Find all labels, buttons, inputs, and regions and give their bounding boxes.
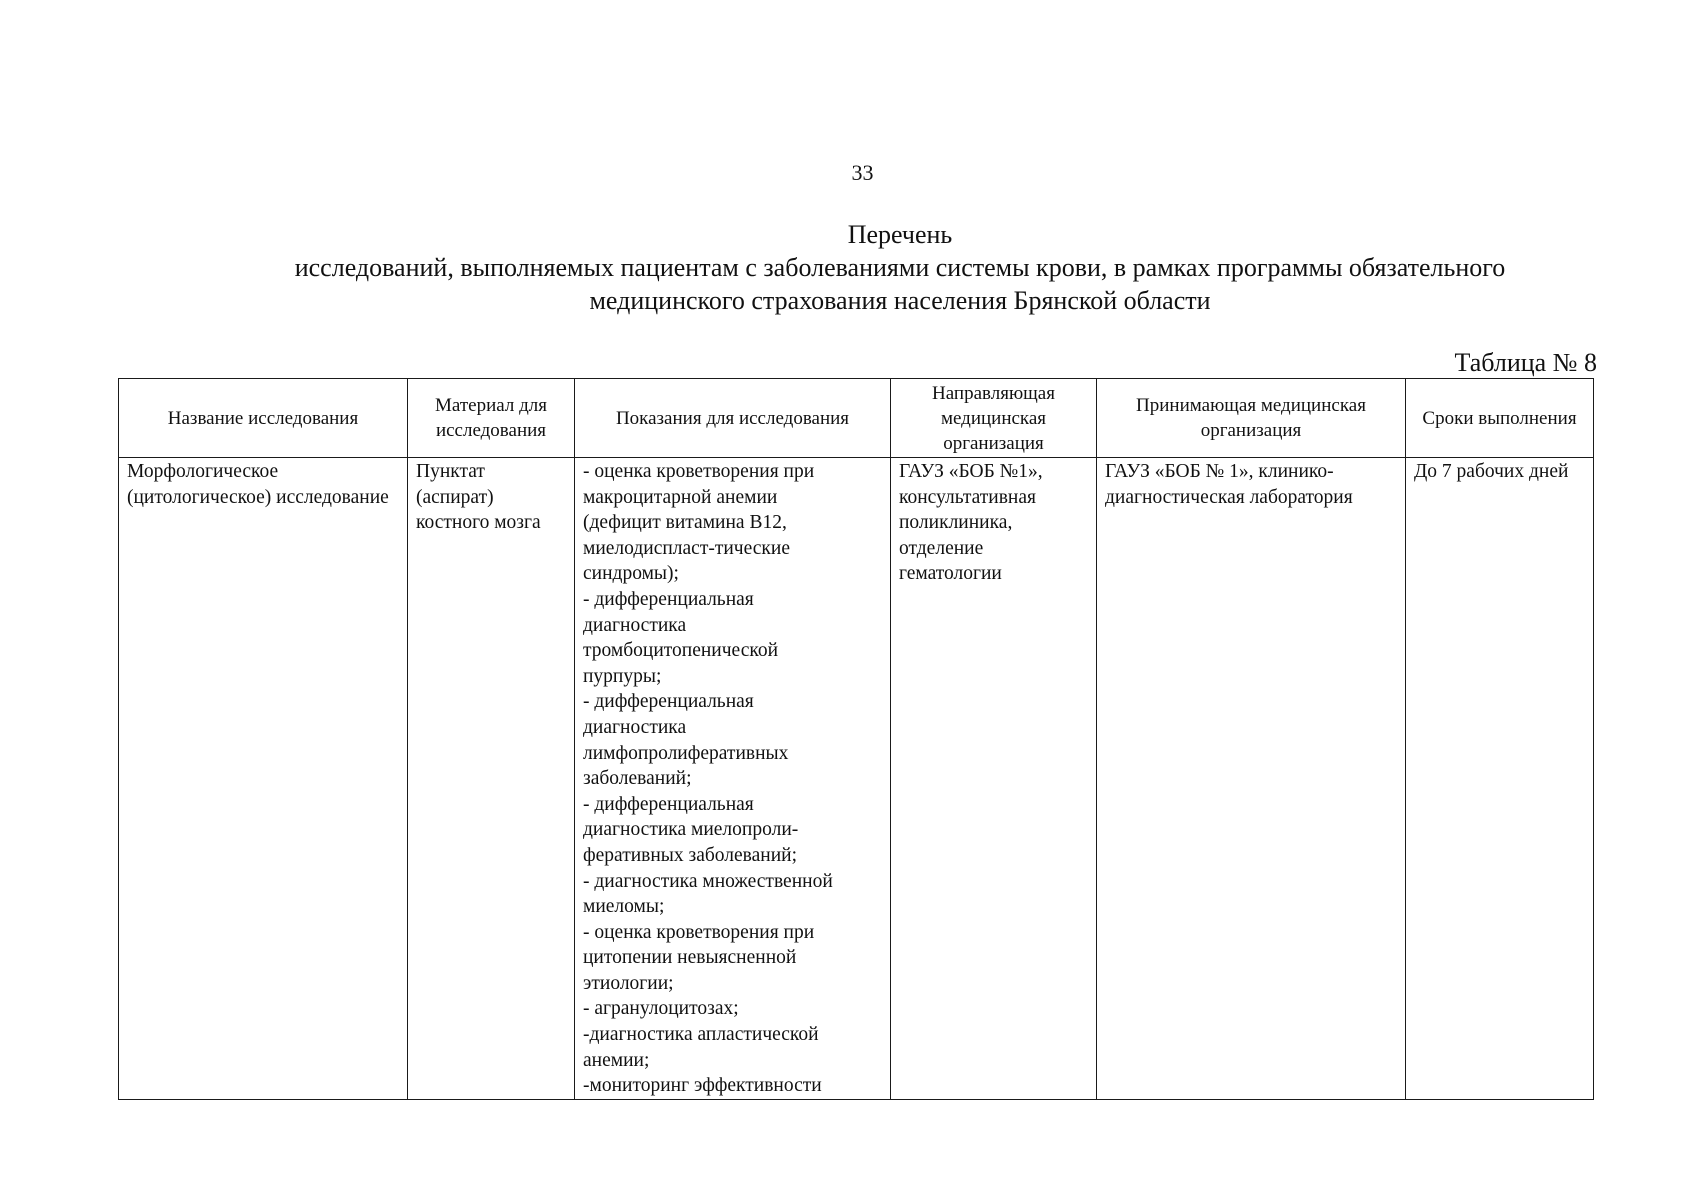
indication-line: -диагностика апластической: [583, 1024, 819, 1046]
table-row: [119, 458, 1594, 1100]
indication-line: заболеваний;: [583, 768, 692, 790]
header-indications: Показания для исследования: [575, 379, 891, 458]
indication-line: миелодиспласт-тические: [583, 537, 790, 559]
indication-line: анемии;: [583, 1049, 650, 1071]
header-deadline: Сроки выполнения: [1406, 379, 1594, 458]
indication-line: диагностика миелопроли-: [583, 819, 799, 841]
indication-line: (дефицит витамина В12,: [583, 512, 787, 534]
header-examination-name: Название исследования: [119, 379, 408, 458]
page-number: 33: [851, 160, 874, 185]
examinations-table: [118, 378, 1594, 1100]
indication-line: - диагностика множественной: [583, 870, 833, 892]
indication-line: - дифференциальная: [583, 691, 754, 713]
header-referring-org: Направляющая медицинская организация: [891, 379, 1097, 458]
table-caption: Таблица № 8: [1454, 348, 1597, 377]
title-line-2: исследований, выполняемых пациентам с заболеваниями системы крови, в рамках программы обязательного: [294, 253, 1506, 282]
indication-line: диагностика: [583, 614, 687, 636]
cell-receiving-org: ГАУЗ «БОБ № 1», клинико-диагностическая лаборатория: [1097, 458, 1406, 1100]
cell-indications: [575, 458, 891, 1100]
cell-deadline: До 7 рабочих дней: [1406, 458, 1594, 1100]
cell-material: Пунктат (аспират) костного мозга: [408, 458, 575, 1100]
indication-line: диагностика: [583, 716, 687, 738]
indication-line: синдромы);: [583, 563, 679, 585]
table-header-row: [119, 379, 1594, 458]
indication-line: лимфопролиферативных: [583, 742, 789, 764]
title-line-3: медицинского страхования населения Брянской области: [589, 286, 1211, 315]
cell-examination-name: Морфологическое (цитологическое) исследование: [119, 458, 408, 1100]
indication-line: миеломы;: [583, 896, 665, 918]
header-receiving-org: Принимающая медицинская организация: [1097, 379, 1406, 458]
indication-line: - агранулоцитозах;: [583, 998, 739, 1020]
indications-list: [583, 459, 882, 1099]
indication-line: цитопении невыясненной: [583, 947, 797, 969]
indication-line: макроцитарной анемии: [583, 486, 778, 508]
indication-line: этиологии;: [583, 972, 674, 994]
indication-line: -мониторинг эффективности: [583, 1075, 822, 1097]
indication-line: пурпуры;: [583, 665, 662, 687]
document-title: [140, 218, 1660, 317]
indication-line: - оценка кроветворения при: [583, 461, 815, 482]
indication-line: тромбоцитопенической: [583, 640, 779, 662]
header-material: Материал для исследования: [408, 379, 575, 458]
indication-line: - оценка кроветворения при: [583, 921, 815, 943]
title-line-1: Перечень: [847, 220, 953, 249]
indication-line: - дифференциальная: [583, 588, 754, 610]
indication-line: - дифференциальная: [583, 793, 754, 815]
cell-referring-org: ГАУЗ «БОБ №1», консультативная поликлиника, отделение гематологии: [891, 458, 1097, 1100]
indication-line: феративных заболеваний;: [583, 844, 798, 866]
